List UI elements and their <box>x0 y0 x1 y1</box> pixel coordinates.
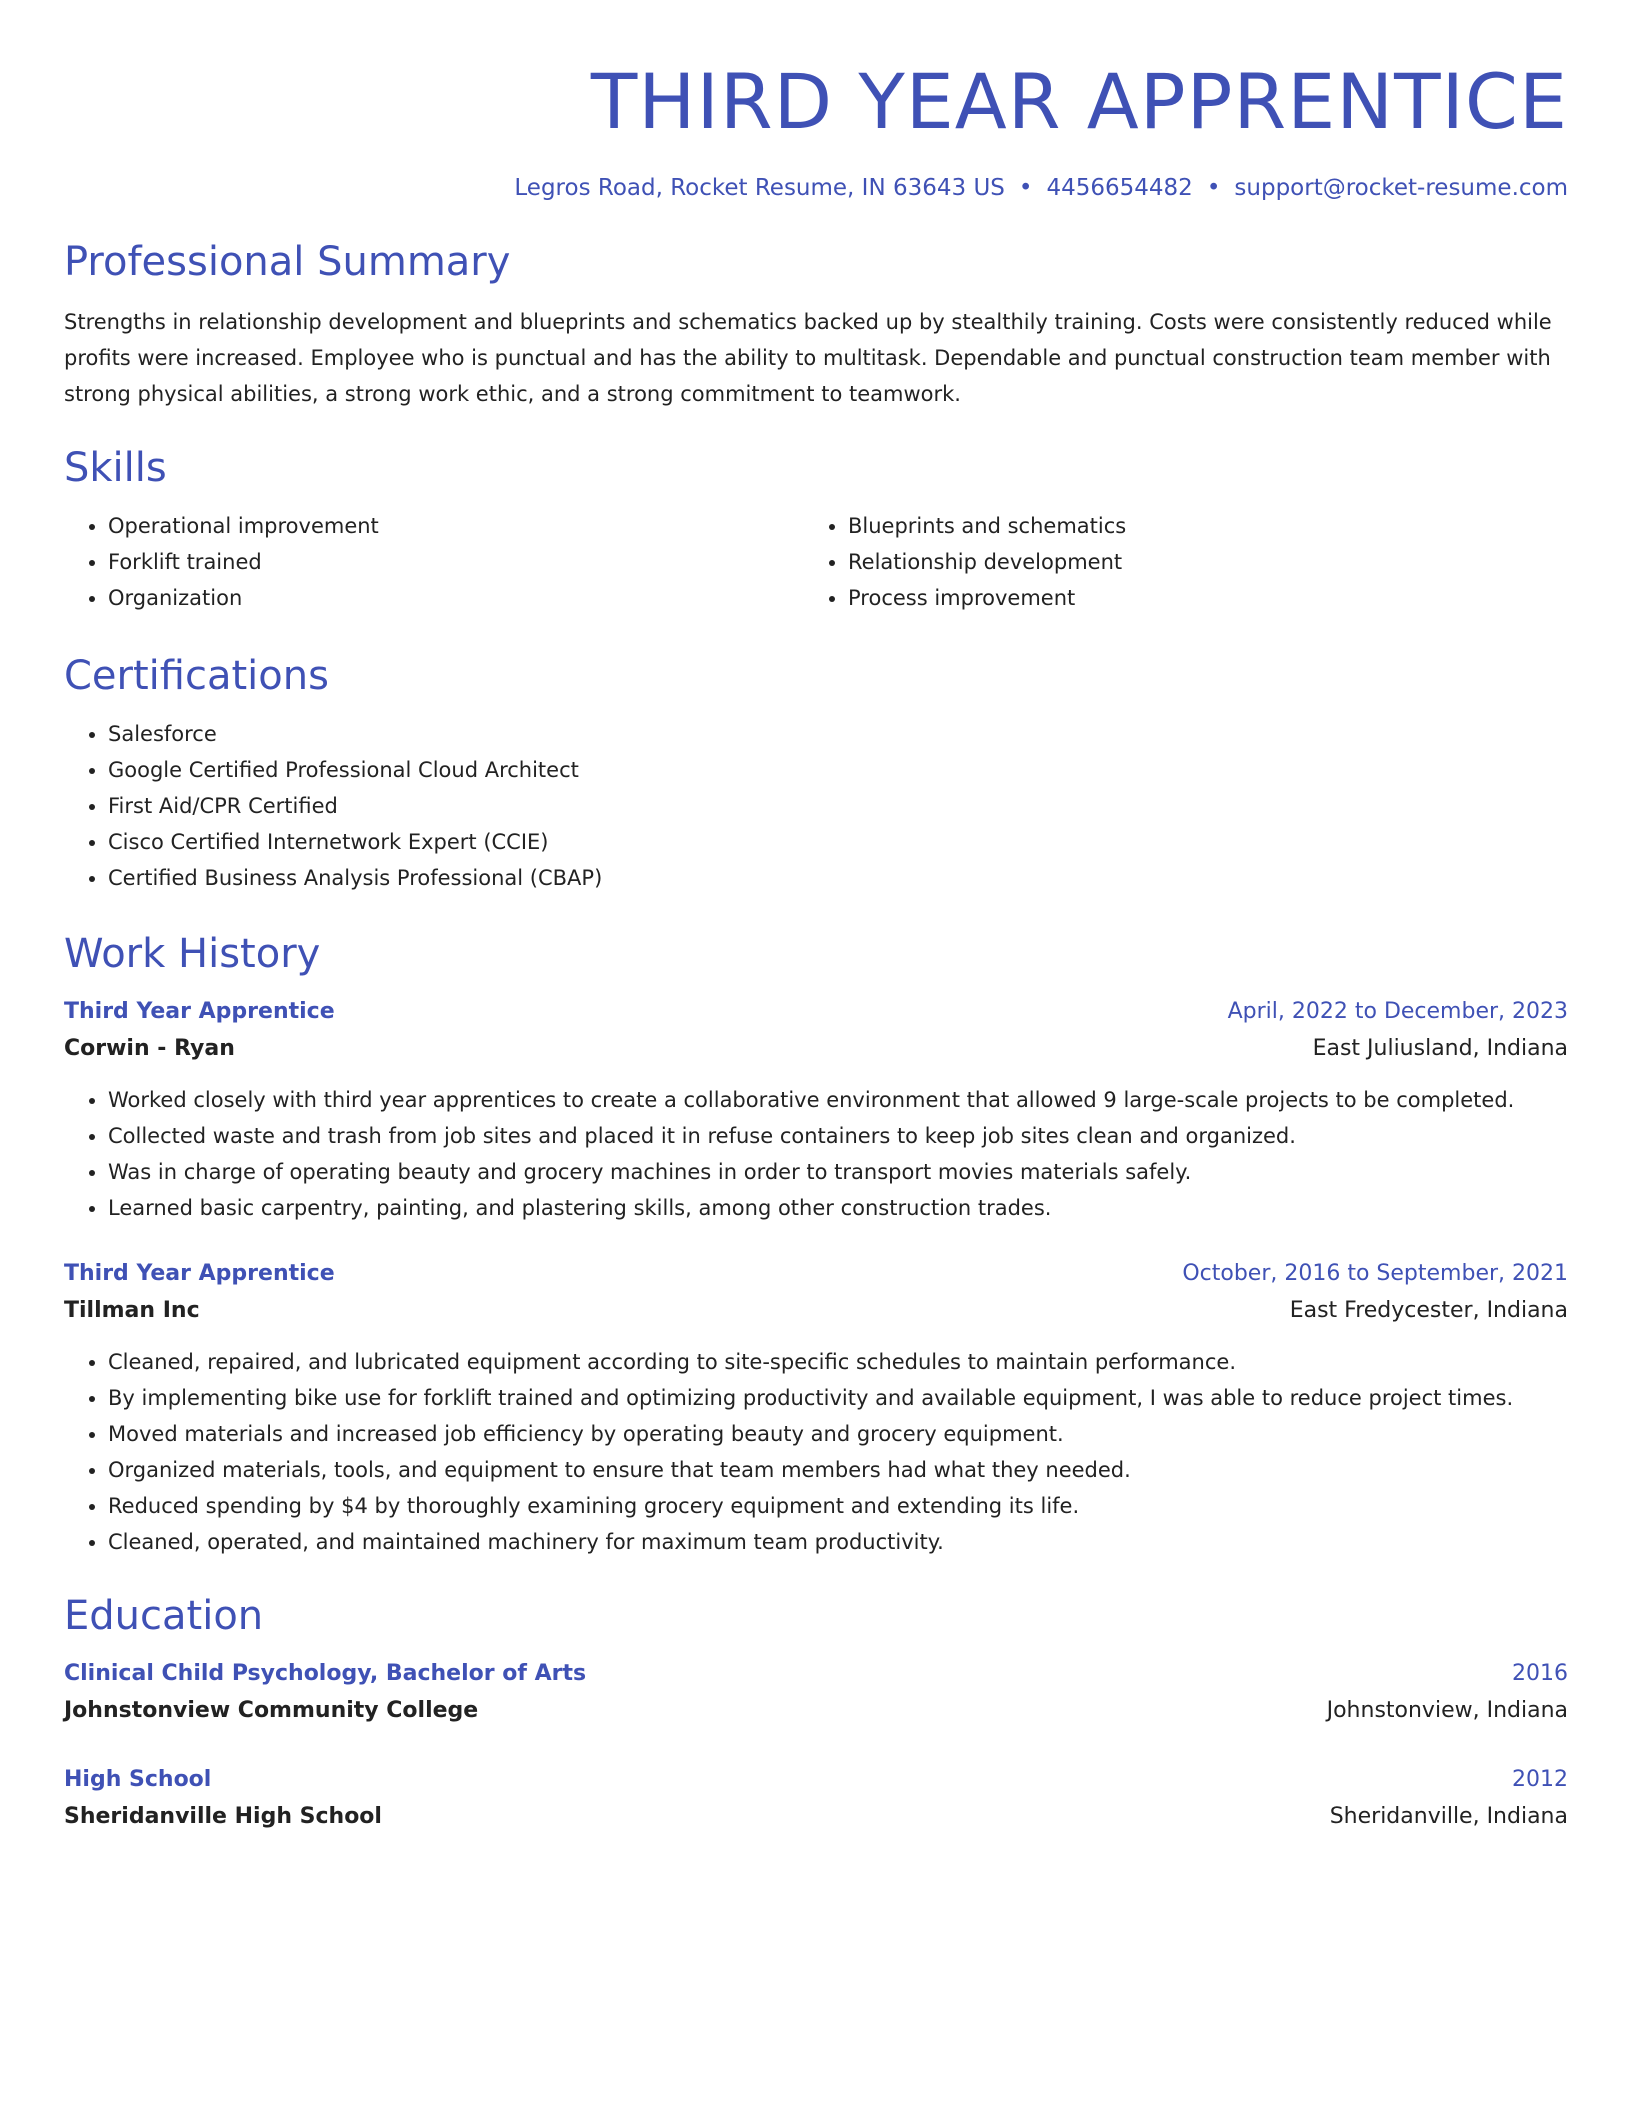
job-title-row <box>64 994 1568 1030</box>
education-degree: Clinical Child Psychology, Bachelor of Arts <box>64 1661 587 1686</box>
candidate-name: THIRD YEAR APPRENTICE <box>590 57 1568 146</box>
education-entry <box>64 1656 1568 1730</box>
job-bullet: • Moved materials and increased job efficiency by operating beauty and grocery equipment. <box>108 1416 1568 1452</box>
certification-item: • First Aid/CPR Certified <box>108 788 1568 824</box>
certification-item: • Google Certified Professional Cloud Architect <box>108 752 1568 788</box>
job-dates: October, 2016 to September, 2021 <box>1182 1261 1568 1286</box>
job-bullet: • Reduced spending by $4 by thoroughly examining grocery equipment and extending its life. <box>108 1488 1568 1524</box>
skills-list-left <box>64 508 804 616</box>
section-title-skills: Skills <box>64 445 167 491</box>
education-year: 2012 <box>1512 1767 1568 1792</box>
section-title-education: Education <box>64 1593 264 1639</box>
skill-item: • Process improvement <box>848 580 1544 616</box>
education-section <box>64 1590 1568 1836</box>
job-title-row <box>64 1256 1568 1292</box>
job-title: Third Year Apprentice <box>64 1261 335 1286</box>
contact-address: Legros Road, Rocket Resume, IN 63643 US <box>514 175 1005 201</box>
job-bullet: • Was in charge of operating beauty and grocery machines in order to transport movies materials safely. <box>108 1154 1568 1190</box>
skill-item: • Relationship development <box>848 544 1544 580</box>
section-title-certifications: Certifications <box>64 653 329 699</box>
skill-item: • Forklift trained <box>108 544 804 580</box>
education-year: 2016 <box>1512 1661 1568 1686</box>
job-employer: Tillman Inc <box>64 1298 200 1323</box>
certifications-list <box>64 716 1568 896</box>
skills-section <box>64 442 1568 616</box>
job-bullet: • Cleaned, operated, and maintained machinery for maximum team productivity. <box>108 1524 1568 1560</box>
certifications-section <box>64 650 1568 896</box>
job-location: East Juliusland, Indiana <box>1312 1036 1568 1061</box>
skills-list-right <box>804 508 1544 616</box>
contact-separator: • <box>1018 175 1033 201</box>
job-employer-row <box>64 1030 1568 1068</box>
job-bullet: • Organized materials, tools, and equipment to ensure that team members had what they needed. <box>108 1452 1568 1488</box>
education-school-row <box>64 1798 1568 1836</box>
certification-item: • Certified Business Analysis Professional (CBAP) <box>108 860 1568 896</box>
skill-item: • Operational improvement <box>108 508 804 544</box>
contact-email: support@rocket-resume.com <box>1234 175 1568 201</box>
job-bullet: • Learned basic carpentry, painting, and plastering skills, among other construction trades. <box>108 1190 1568 1226</box>
education-school: Sheridanville High School <box>64 1804 382 1829</box>
job-dates: April, 2022 to December, 2023 <box>1227 999 1568 1024</box>
job-bullet: • By implementing bike use for forklift trained and optimizing productivity and available equipment, I was able to reduce project times. <box>108 1380 1568 1416</box>
job-bullet: • Cleaned, repaired, and lubricated equipment according to site-specific schedules to maintain performance. <box>108 1344 1568 1380</box>
skills-grid <box>64 508 1568 616</box>
summary-text: Strengths in relationship development and blueprints and schematics backed up by stealthily training. Costs were consistently reduced while profits were increased. Employee who is punctual and has the ability to multitask. Dependable and punctual construction team member with strong physical abilities, a strong work ethic, and a strong commitment to teamwork. <box>64 310 1552 406</box>
section-title-work-history: Work History <box>64 931 321 977</box>
contact-line <box>64 172 1568 204</box>
education-location: Sheridanville, Indiana <box>1329 1804 1568 1829</box>
education-school-row <box>64 1692 1568 1730</box>
job-entry <box>64 1256 1568 1560</box>
job-bullet: • Worked closely with third year apprentices to create a collaborative environment that allowed 9 large-scale projects to be completed. <box>108 1082 1568 1118</box>
education-degree: High School <box>64 1767 212 1792</box>
job-employer-row <box>64 1292 1568 1330</box>
education-degree-row <box>64 1656 1568 1692</box>
education-school: Johnstonview Community College <box>64 1698 479 1723</box>
job-entry <box>64 994 1568 1226</box>
job-location: East Fredycester, Indiana <box>1289 1298 1568 1323</box>
job-bullet: • Collected waste and trash from job sites and placed it in refuse containers to keep job sites clean and organized. <box>108 1118 1568 1154</box>
job-employer: Corwin - Ryan <box>64 1036 235 1061</box>
contact-phone: 4456654482 <box>1046 175 1193 201</box>
job-bullets <box>64 1344 1568 1560</box>
skill-item: • Blueprints and schematics <box>848 508 1544 544</box>
certification-item: • Cisco Certified Internetwork Expert (CCIE) <box>108 824 1568 860</box>
section-title-summary: Professional Summary <box>64 239 511 285</box>
education-location: Johnstonview, Indiana <box>1326 1698 1568 1723</box>
job-title: Third Year Apprentice <box>64 999 335 1024</box>
certification-item: • Salesforce <box>108 716 1568 752</box>
work-history-section <box>64 928 1568 1560</box>
professional-summary-section <box>64 236 1568 412</box>
resume-header <box>64 52 1568 204</box>
job-bullets <box>64 1082 1568 1226</box>
contact-separator: • <box>1206 175 1221 201</box>
education-entry <box>64 1762 1568 1836</box>
education-degree-row <box>64 1762 1568 1798</box>
skill-item: • Organization <box>108 580 804 616</box>
